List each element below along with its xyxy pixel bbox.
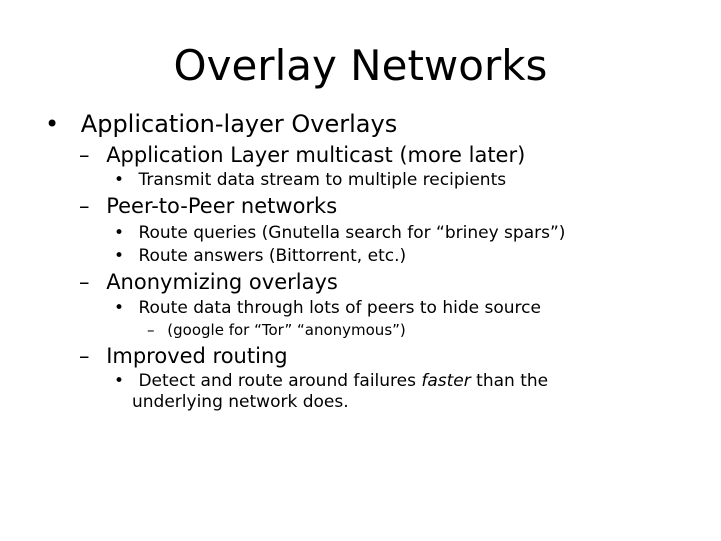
bullet-text: Route data through lots of peers to hide source — [138, 298, 541, 318]
emphasis-faster: faster — [421, 371, 471, 391]
bullet-detect-and-route — [114, 371, 548, 392]
bullet-route-answers — [114, 246, 406, 267]
bullet-route-data-through-peers — [114, 298, 541, 319]
bullet-text-before: Detect and route around failures — [138, 371, 422, 391]
bullet-route-queries — [114, 223, 565, 244]
bullet-anonymizing-overlays — [79, 270, 338, 295]
bullet-text: Application-layer Overlays — [80, 110, 398, 138]
bullet-text: Route answers (Bittorrent, etc.) — [138, 246, 407, 266]
bullet-continuation: underlying network does. — [132, 392, 349, 412]
bullet-application-layer-overlays — [45, 110, 397, 138]
bullet-peer-to-peer-networks — [79, 194, 337, 219]
slide-title: Overlay Networks — [173, 41, 548, 90]
dash-marker: – — [79, 194, 90, 218]
bullet-improved-routing — [79, 344, 288, 369]
bullet-text: Route queries (Gnutella search for “briney spars”) — [138, 223, 566, 243]
bullet-text: Transmit data stream to multiple recipients — [138, 170, 507, 190]
bullet-text: (google for “Tor” “anonymous”) — [167, 321, 406, 339]
bullet-marker: • — [114, 371, 125, 391]
dash-marker: – — [79, 143, 90, 167]
bullet-google-for-tor — [147, 321, 406, 340]
bullet-text: Anonymizing overlays — [106, 270, 338, 294]
bullet-marker: • — [114, 246, 125, 266]
dash-marker: – — [79, 344, 90, 368]
bullet-text-after: than the — [470, 371, 549, 391]
bullet-marker: • — [114, 298, 125, 318]
bullet-text — [138, 371, 548, 391]
bullet-text: Improved routing — [106, 344, 288, 368]
dash-marker: – — [79, 270, 90, 294]
bullet-text: Application Layer multicast (more later) — [106, 143, 526, 167]
bullet-marker: • — [114, 223, 125, 243]
dash-marker: – — [147, 321, 155, 339]
bullet-transmit-data-stream — [114, 170, 506, 191]
bullet-application-layer-multicast — [79, 143, 525, 168]
bullet-text: Peer-to-Peer networks — [106, 194, 338, 218]
bullet-marker: • — [45, 110, 60, 138]
bullet-marker: • — [114, 170, 125, 190]
